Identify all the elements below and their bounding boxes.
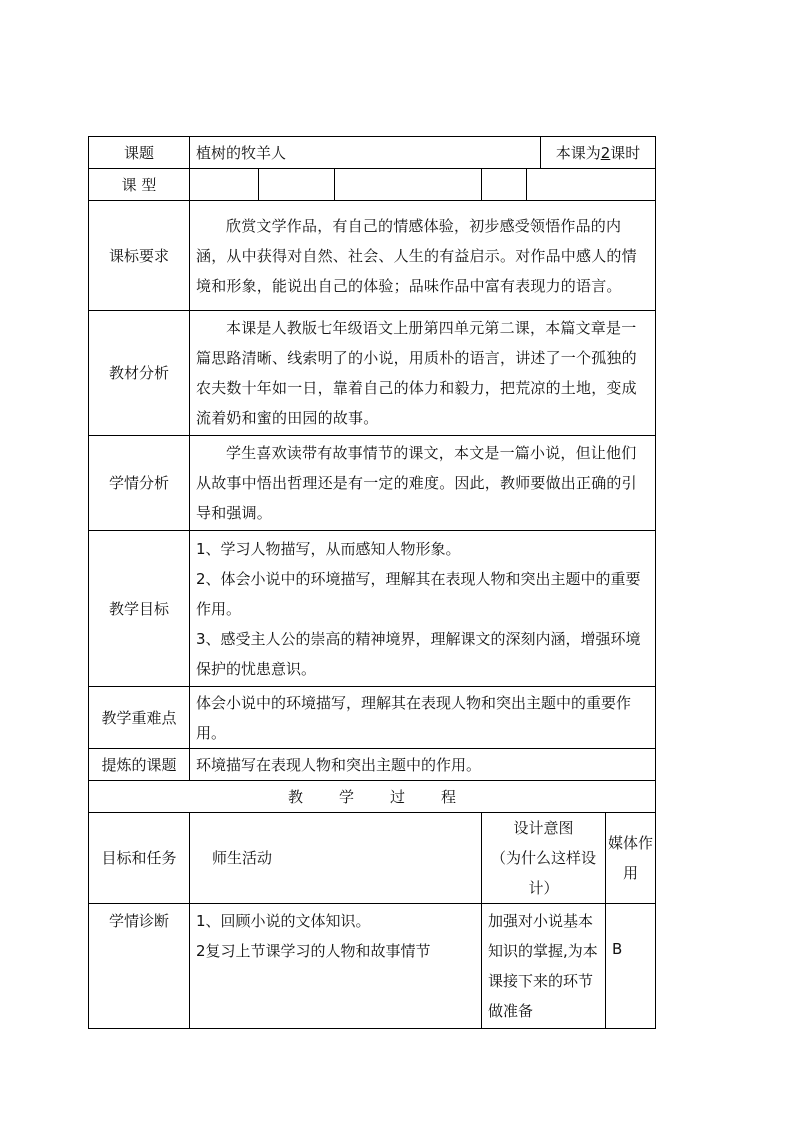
stage-activity-line: 2复习上节课学习的人物和故事情节 bbox=[196, 942, 431, 960]
refined-topic-row bbox=[89, 749, 656, 781]
col-header-design-line2: （为什么这样设计） bbox=[490, 849, 596, 897]
textbook-text: 本课是人教版七年级语文上册第四单元第二课，本篇文章是一篇思路清晰、线索明了的小说，用质朴的语言，讲述了一个孤独的农夫数十年如一日，靠着自己的体力和毅力，把荒凉的土地，变成流着奶和蜜的田园的故事。 bbox=[190, 311, 656, 436]
learner-text: 学生喜欢读带有故事情节的课文，本文是一篇小说，但让他们从故事中悟出哲理还是有一定的难度。因此，教师要做出正确的引导和强调。 bbox=[190, 436, 656, 531]
stage-label: 学情诊断 bbox=[89, 904, 190, 1029]
stage-design: 加强对小说基本知识的掌握,为本课接下来的环节做准备 bbox=[482, 904, 606, 1029]
goal-item: 3、感受主人公的崇高的精神境界，理解课文的深刻内涵，增强环境保护的忧患意识。 bbox=[196, 629, 641, 678]
process-title-char: 学 bbox=[338, 787, 354, 806]
class-hours-suffix: 课时 bbox=[610, 143, 641, 162]
col-header-activity: 师生活动 bbox=[190, 813, 482, 904]
topic-value: 植树的牧羊人 bbox=[190, 137, 541, 169]
type-cell-1 bbox=[190, 169, 259, 201]
textbook-label: 教材分析 bbox=[89, 311, 190, 436]
goals-row bbox=[89, 531, 656, 687]
goals-list bbox=[190, 531, 656, 687]
class-hours-number: 2 bbox=[600, 143, 611, 162]
process-title bbox=[89, 781, 656, 813]
col-header-goal: 目标和任务 bbox=[89, 813, 190, 904]
type-cell-3 bbox=[335, 169, 482, 201]
stage-activity bbox=[190, 904, 482, 1029]
goal-item: 2、体会小说中的环境描写，理解其在表现人物和突出主题中的重要作用。 bbox=[196, 569, 641, 618]
class-hours bbox=[541, 137, 656, 169]
col-header-design-line1: 设计意图 bbox=[513, 819, 574, 837]
goal-item: 1、学习人物描写，从而感知人物形象。 bbox=[196, 539, 461, 558]
curriculum-text: 欣赏文学作品，有自己的情感体验，初步感受领悟作品的内涵，从中获得对自然、社会、人生的有益启示。对作品中感人的情境和形象，能说出自己的体验；品味作品中富有表现力的语言。 bbox=[190, 201, 656, 311]
type-label: 课 型 bbox=[89, 169, 190, 201]
stage-activity-line: 1、回顾小说的文体知识。 bbox=[196, 912, 371, 930]
curriculum-row bbox=[89, 201, 656, 311]
type-cell-4 bbox=[482, 169, 527, 201]
type-row bbox=[89, 169, 656, 201]
learner-row bbox=[89, 436, 656, 531]
process-title-char: 程 bbox=[441, 787, 457, 806]
type-cell-5 bbox=[527, 169, 656, 201]
topic-row bbox=[89, 137, 656, 169]
col-header-media: 媒体作用 bbox=[606, 813, 656, 904]
process-title-char: 教 bbox=[287, 787, 303, 806]
class-hours-prefix: 本课为 bbox=[555, 143, 601, 162]
key-points-text: 体会小说中的环境描写，理解其在表现人物和突出主题中的重要作用。 bbox=[190, 687, 656, 749]
process-header-row bbox=[89, 813, 656, 904]
col-header-design bbox=[482, 813, 606, 904]
key-points-row bbox=[89, 687, 656, 749]
learner-label: 学情分析 bbox=[89, 436, 190, 531]
goals-label: 教学目标 bbox=[89, 531, 190, 687]
curriculum-label: 课标要求 bbox=[89, 201, 190, 311]
type-cell-2 bbox=[259, 169, 335, 201]
key-points-label: 教学重难点 bbox=[89, 687, 190, 749]
textbook-row bbox=[89, 311, 656, 436]
process-stage-row bbox=[89, 904, 656, 1029]
topic-label: 课题 bbox=[89, 137, 190, 169]
stage-media: B bbox=[606, 904, 656, 1029]
refined-topic-label: 提炼的课题 bbox=[89, 749, 190, 781]
process-title-char: 过 bbox=[390, 787, 406, 806]
process-title-row bbox=[89, 781, 656, 813]
refined-topic-text: 环境描写在表现人物和突出主题中的作用。 bbox=[190, 749, 656, 781]
lesson-plan-table bbox=[88, 136, 656, 1029]
